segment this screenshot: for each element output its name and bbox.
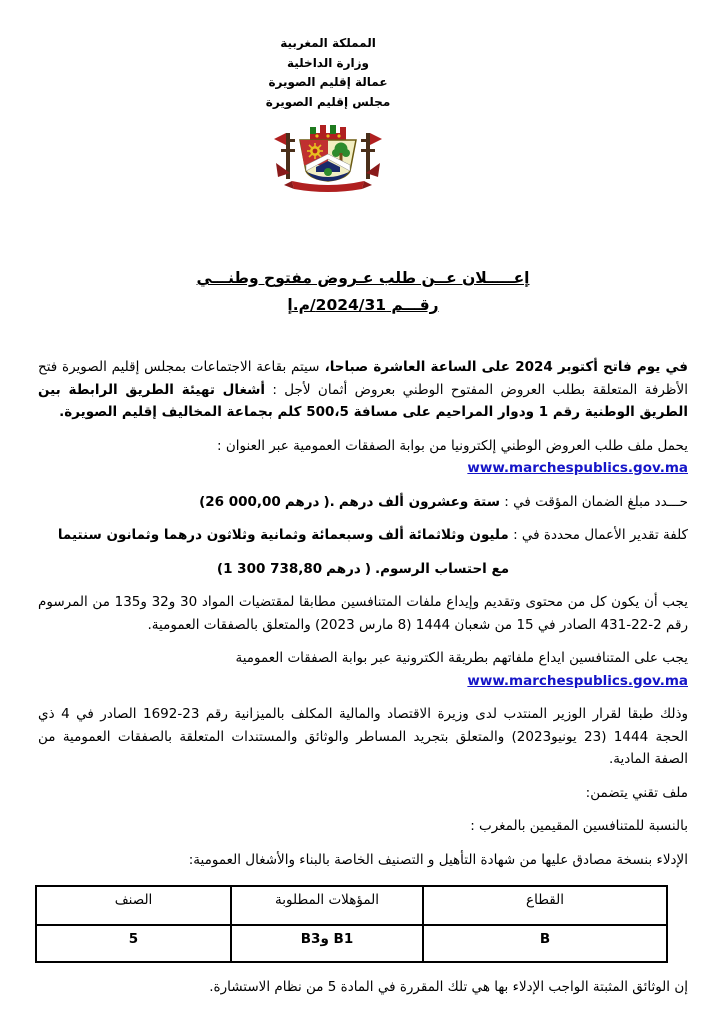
works-object: أشغال تهيئة الطريق الرابطة بين الطريق الوطنية رقم 1 ودوار المراحيم على مسافة: [38, 381, 688, 420]
marchespublics-link[interactable]: www.marchespublics.gov.ma: [467, 672, 688, 689]
submission-text: يجب على المتنافسين ايداع ملفاتهم بطريقة الكترونية عبر بوابة الصفقات العمومية: [235, 650, 688, 666]
coat-of-arms-emblem: [270, 125, 386, 195]
cost-figure-close: ): [364, 560, 371, 577]
qualification-table: [35, 885, 668, 963]
currency-word: درهم: [284, 493, 320, 510]
guarantee-amount-figure: (26 000,00: [199, 493, 281, 510]
cell-class: 5: [36, 925, 231, 962]
paragraph-cost-figure: [38, 558, 688, 581]
cost-words: مليون وثلاثمائة ألف وسبعمائة وثمانية وثلاثون درهما وثمانون سنتيما: [57, 527, 509, 543]
paragraph-cost-estimate: [38, 524, 688, 547]
cost-figure: (1 300 738,80: [216, 560, 323, 577]
shield: [300, 140, 356, 181]
session-datetime: في يوم فاتح أكتوبر 2024 على الساعة العاشرة صباحا،: [319, 359, 689, 375]
distance-value: 500،5: [306, 404, 349, 420]
cell-qualifications: B1 وB3: [231, 925, 423, 962]
title-line-1: إعـــــلان عــن طلب عـروض مفتوح وطنـــي: [196, 269, 530, 287]
session-text: سيتم بقاعة الاجتماعات بمجلس إقليم الصويرة فتح الأظرفة المتعلقة بطلب العروض المفتوح الوطني بعروض أثمان لأجل :: [38, 359, 688, 398]
paragraph-decree-compliance: يجب أن يكون كل من محتوى وتقديم وإيداع ملفات المتنافسين مطابقا لمقتضيات المواد 30 و32 و135 من المرسوم رقم 2-22-431 الصادر في 15 من شعبان 1444 (8 مارس 2023) والمتعلق بالصفقات العمومية.: [38, 594, 689, 633]
paragraph-closing-note: إن الوثائق المثبتة الواجب الإدلاء بها هي تلك المقررة في المادة 5 من نظام الاستشارة.: [209, 979, 688, 995]
download-text: يحمل ملف طلب العروض الوطني إلكترونيا من بوابة الصفقات العمومية عبر العنوان :: [217, 437, 688, 454]
header-qualifications: المؤهلات المطلوبة: [231, 886, 423, 925]
left-pole: [274, 133, 295, 179]
works-object-tail: كلم بجماعة المخاليف إقليم الصويرة.: [59, 404, 307, 420]
crown: [310, 125, 346, 140]
header-prefecture: عمالة إقليم الصويرة: [268, 75, 388, 89]
header-kingdom: المملكة المغربية: [280, 36, 376, 50]
guarantee-text: حـــدد مبلغ الضمان المؤقت في : ستة وعشرون ألف درهم: [338, 493, 688, 510]
paragraph-ministerial-order: وذلك طبقا لقرار الوزير المنتدب لدى وزيرة الاقتصاد والمالية المكلف بالميزانية رقم 23-1692 الصادر في 4 ذي الحجة 1444 (23 يونيو2023) والمتعلق بتجريد المساطر والوثائق والمستندات المتعلقة بالصفقات العمومية من الصفة المادية.: [38, 706, 689, 767]
cost-label: كلفة تقدير الأعمال محددة في :: [508, 527, 688, 543]
header-class: الصنف: [36, 886, 231, 925]
paragraph-download-file: [38, 435, 688, 480]
government-header: [3, 34, 653, 195]
header-sector: القطاع: [423, 886, 667, 925]
taxes-included-text: مع احتساب الرسوم.: [375, 560, 510, 577]
paragraph-guarantee-amount: [38, 491, 688, 514]
right-pole: [361, 133, 382, 179]
marchespublics-link[interactable]: www.marchespublics.gov.ma: [467, 460, 688, 476]
ribbon: [284, 181, 372, 192]
header-ministry: وزارة الداخلية: [286, 55, 370, 70]
cell-sector: B: [423, 925, 667, 962]
document-body: [38, 356, 688, 999]
paragraph-technical-file: ملف تقني يتضمن:: [585, 784, 688, 801]
header-council: مجلس إقليم الصويرة: [265, 94, 391, 109]
paragraph-residents-morocco: بالنسبة للمتنافسين المقيمين بالمغرب :: [470, 818, 688, 834]
title-line-2: رقـــم 2024/31/م.إ: [287, 296, 439, 314]
currency-word: درهم: [326, 560, 361, 577]
table-header-row: [36, 886, 667, 925]
table-data-row: [36, 925, 667, 962]
paragraph-electronic-submission: [38, 647, 688, 692]
paragraph-certificate-requirement: الإدلاء بنسخة مصادق عليها من شهادة التأهيل و التصنيف الخاصة بالبناء والأشغال العمومية:: [188, 851, 688, 868]
paragraph-opening-session: [38, 356, 688, 424]
guarantee-amount-close: ).: [323, 493, 335, 510]
announcement-title: [38, 265, 688, 319]
